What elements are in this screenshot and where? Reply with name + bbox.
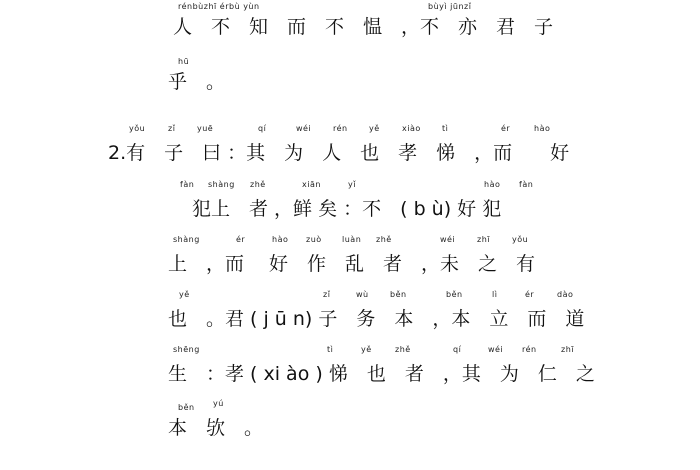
- pinyin-annotation: luàn: [342, 235, 362, 244]
- pinyin-annotation: zǐ: [323, 290, 331, 299]
- hanzi-text-line: 本 欤 。: [168, 417, 264, 439]
- pinyin-annotation: zuò: [306, 235, 322, 244]
- pinyin-annotation: yǒu: [512, 235, 529, 244]
- pinyin-annotation: ér: [501, 124, 511, 133]
- hanzi-text-line: 2.有 子 曰 ：其 为 人 也 孝 悌 ，而 好: [108, 142, 570, 164]
- pinyin-annotation: ér: [525, 290, 535, 299]
- pinyin-annotation: zhī: [477, 235, 490, 244]
- pinyin-annotation: xiào: [402, 124, 421, 133]
- pinyin-annotation: xiān: [302, 180, 321, 189]
- hanzi-text-line: 乎 。: [168, 71, 226, 93]
- pinyin-annotation: yě: [179, 290, 190, 299]
- pinyin-annotation: rénbùzhī érbù yùn: [178, 2, 260, 11]
- pinyin-annotation: tì: [442, 124, 449, 133]
- pinyin-annotation: shàng: [208, 180, 235, 189]
- pinyin-annotation: tì: [327, 345, 334, 354]
- hanzi-text-line: 生 ：孝 ( xi ào ) 悌 也 者 ，其 为 仁 之: [168, 363, 595, 385]
- pinyin-annotation: yě: [361, 345, 372, 354]
- pinyin-annotation: wéi: [488, 345, 504, 354]
- pinyin-annotation: yǐ: [348, 180, 356, 189]
- pinyin-annotation: wù: [356, 290, 369, 299]
- pinyin-annotation: bùyì jūnzǐ: [428, 2, 472, 11]
- pinyin-annotation: fàn: [519, 180, 534, 189]
- pinyin-annotation: ér: [236, 235, 246, 244]
- pinyin-annotation: zhě: [376, 235, 392, 244]
- pinyin-annotation: shàng: [173, 235, 200, 244]
- pinyin-annotation: rén: [522, 345, 537, 354]
- pinyin-annotation: hū: [178, 57, 190, 66]
- pinyin-annotation: qí: [453, 345, 462, 354]
- pinyin-annotation: yú: [213, 399, 224, 408]
- hanzi-text-line: 犯上 者 ，鲜 矣 ：不 ( b ù) 好 犯: [192, 198, 502, 220]
- pinyin-annotation: dào: [557, 290, 574, 299]
- pinyin-annotation: yǒu: [129, 124, 146, 133]
- pinyin-annotation: hào: [484, 180, 501, 189]
- pinyin-annotation: lì: [492, 290, 498, 299]
- pinyin-annotation: hào: [272, 235, 289, 244]
- pinyin-annotation: rén: [333, 124, 348, 133]
- pinyin-annotation: qí: [258, 124, 267, 133]
- pinyin-annotation: zhī: [561, 345, 574, 354]
- pinyin-annotation: běn: [446, 290, 463, 299]
- pinyin-annotation: wéi: [296, 124, 312, 133]
- pinyin-annotation: yě: [369, 124, 380, 133]
- pinyin-annotation: shēng: [173, 345, 200, 354]
- pinyin-annotation: zhě: [250, 180, 266, 189]
- pinyin-annotation: wéi: [440, 235, 456, 244]
- pinyin-annotation: běn: [390, 290, 407, 299]
- pinyin-annotation: běn: [178, 403, 195, 412]
- pinyin-annotation: zhě: [395, 345, 411, 354]
- hanzi-text-line: 上 ，而 好 作 乱 者 ，未 之 有: [168, 253, 536, 275]
- hanzi-text-line: 也 。君 ( j ū n) 子 务 本 ，本 立 而 道: [168, 308, 585, 330]
- pinyin-annotation: zǐ: [168, 124, 176, 133]
- pinyin-annotation: yuē: [197, 124, 214, 133]
- pinyin-annotation: fàn: [180, 180, 195, 189]
- pinyin-annotation: hào: [534, 124, 551, 133]
- hanzi-text-line: 人 不 知 而 不 愠 ，不 亦 君 子: [173, 16, 554, 38]
